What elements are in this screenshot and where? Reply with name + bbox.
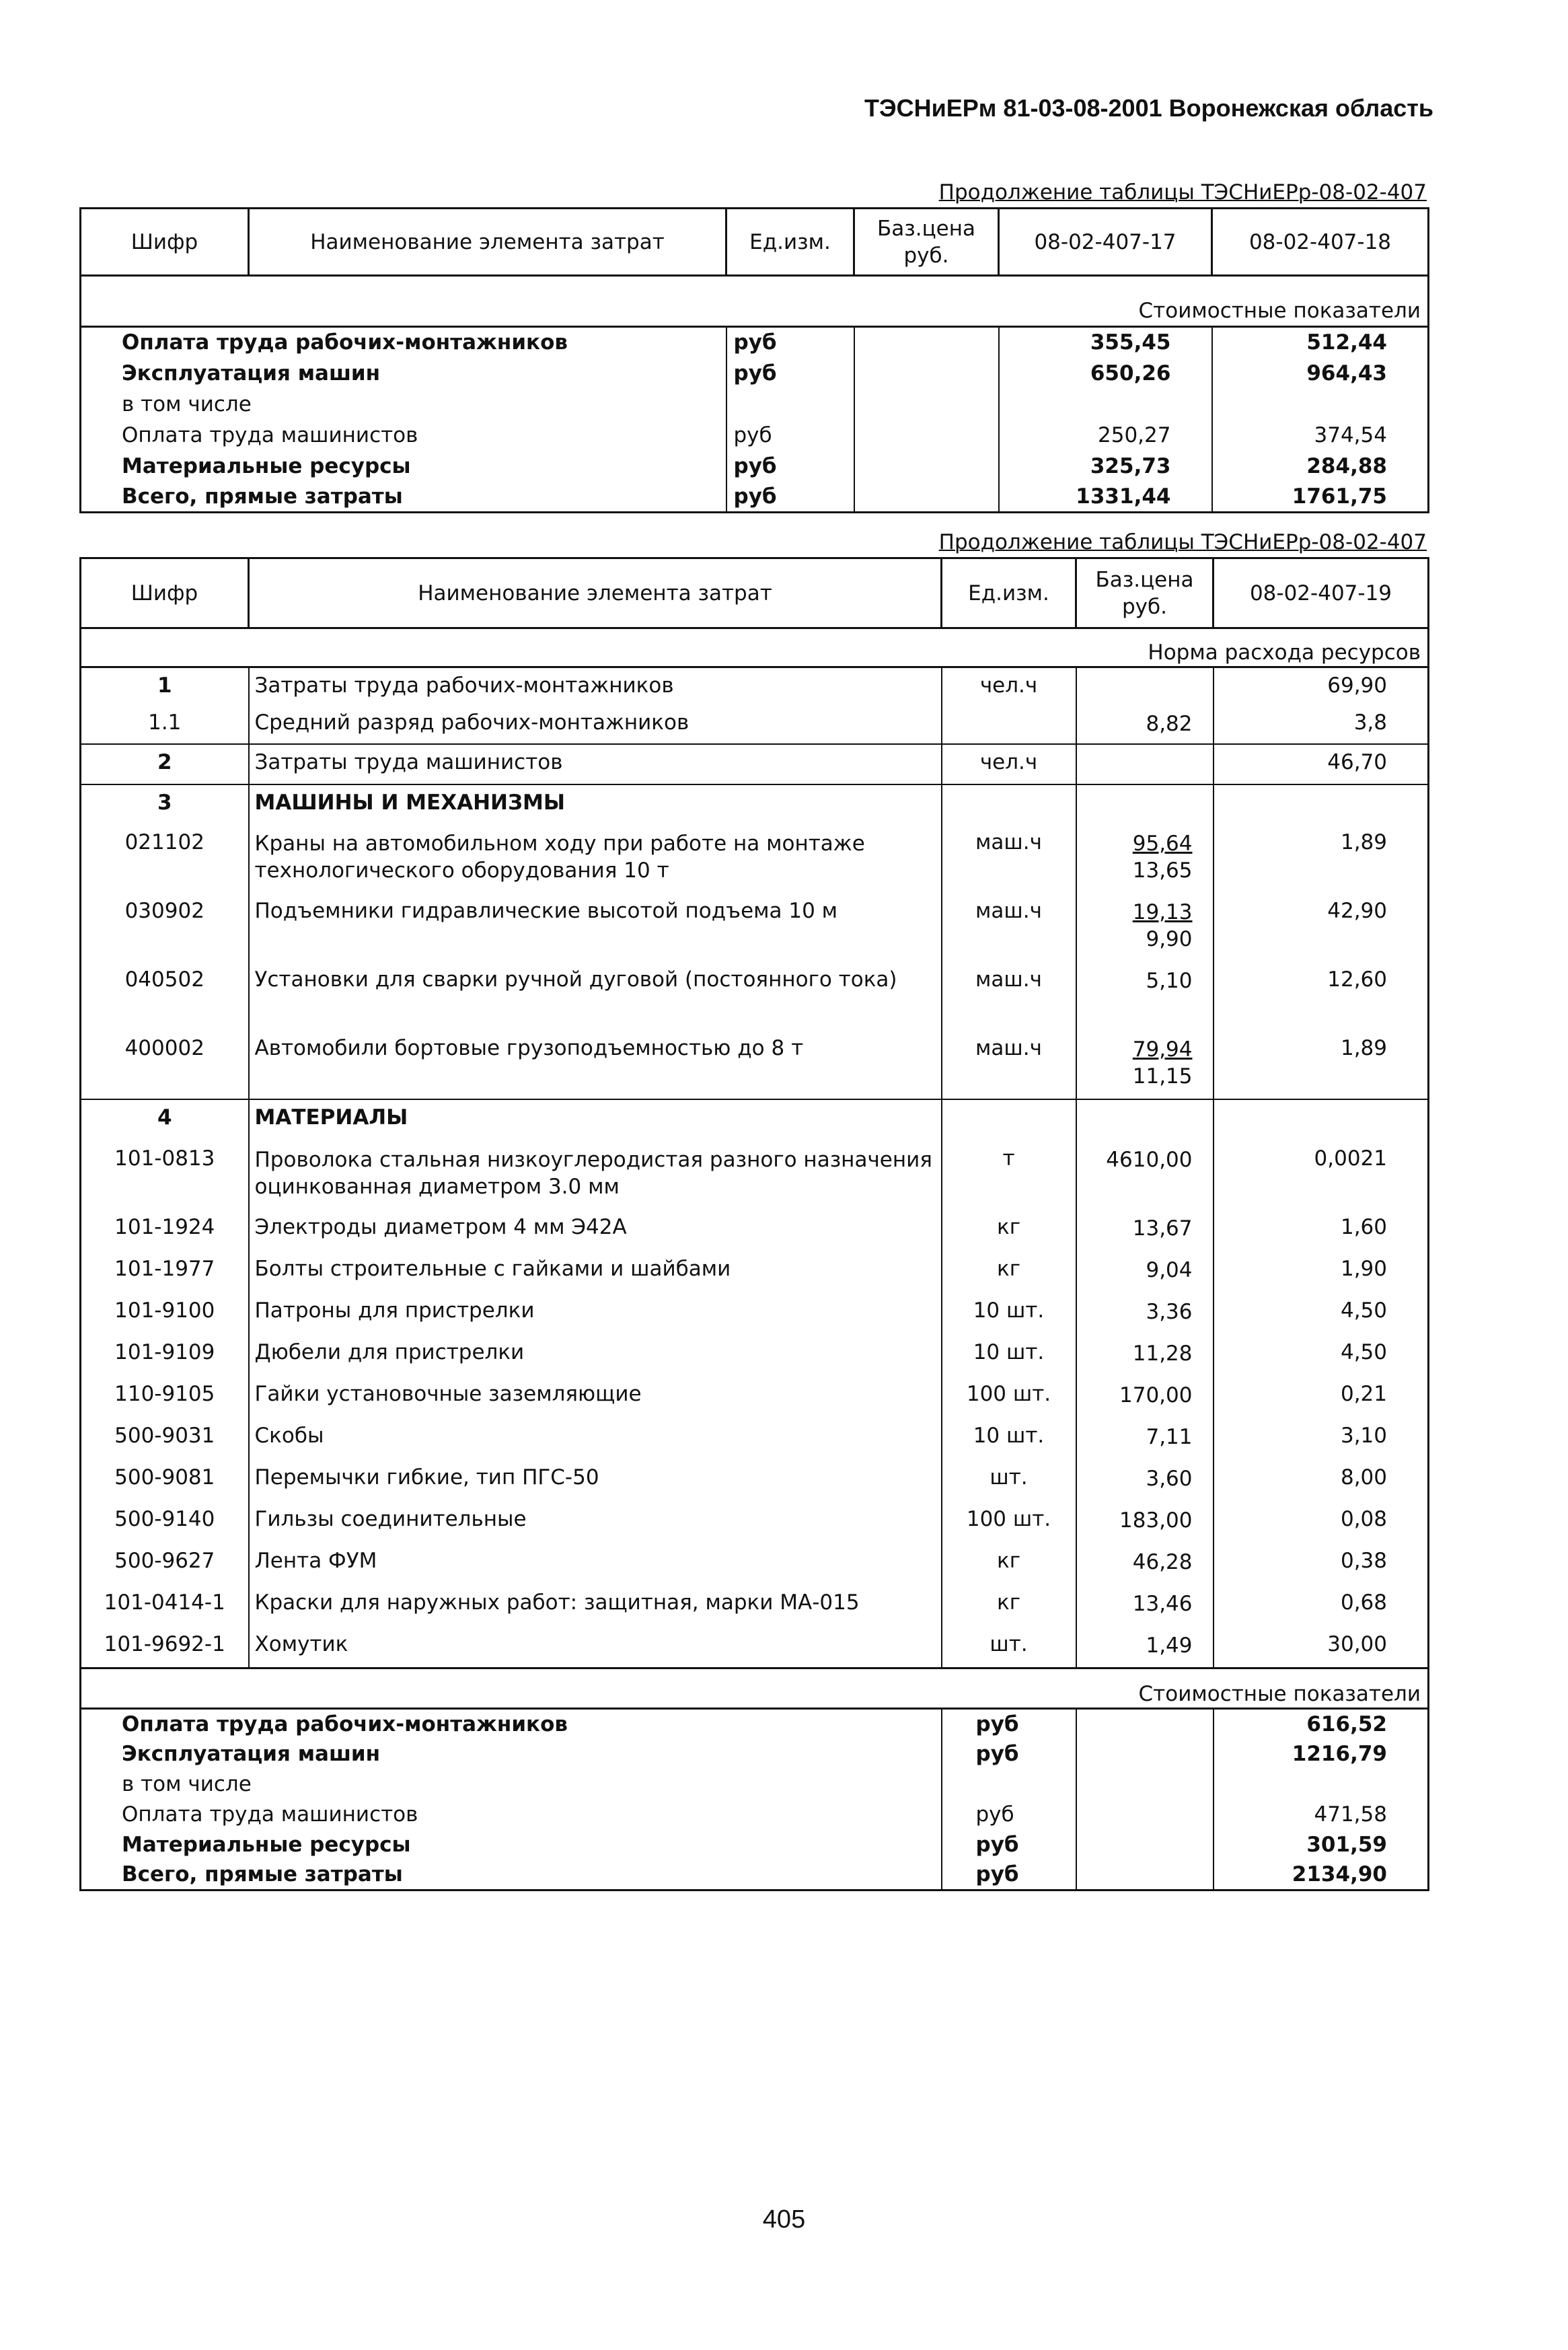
resource-price-value: 9,04 — [1146, 1257, 1193, 1282]
cost-item-unit: руб — [726, 451, 854, 482]
resource-unit: 100 шт. — [942, 1502, 1076, 1543]
resource-name: Средний разряд рабочих-монтажников — [249, 705, 942, 744]
cost-item-unit: руб — [942, 1739, 1076, 1769]
resource-price-secondary: 9,90 — [1146, 926, 1193, 951]
resource-code: 101-9100 — [114, 1298, 215, 1323]
resource-name: Автомобили бортовые грузоподъемностью до 8 т — [249, 1031, 942, 1099]
resource-norm-value: 42,90 — [1214, 893, 1429, 962]
resource-code: 101-9692-1 — [104, 1631, 225, 1656]
resource-price-value: 11,28 — [1132, 1341, 1193, 1366]
resource-price — [1076, 1335, 1214, 1376]
cost-item-name: Оплата труда машинистов — [122, 423, 418, 447]
cost-item-value-18 — [1212, 389, 1429, 420]
resource-norm-value: 1,89 — [1214, 825, 1429, 893]
table-row — [81, 1251, 1429, 1293]
resource-norm-value: 1,60 — [1214, 1210, 1429, 1251]
resource-price-value: 1,49 — [1146, 1633, 1193, 1658]
resource-unit: маш.ч — [942, 893, 1076, 962]
resource-unit: 100 шт. — [942, 1376, 1076, 1418]
resource-norm-value — [1214, 784, 1429, 825]
resource-name: Проволока стальная низкоуглеродистая разного назначения оцинкованная диаметром 3.0 мм — [249, 1141, 942, 1210]
resource-norm-value: 0,0021 — [1214, 1141, 1429, 1210]
table1-row — [81, 327, 1429, 358]
resource-code: 2 — [81, 744, 249, 784]
table-row — [81, 1293, 1429, 1335]
resource-name: Установки для сварки ручной дуговой (постоянного тока) — [249, 962, 942, 1031]
resource-code: 1 — [81, 667, 249, 705]
cost-item-price — [1076, 1800, 1214, 1830]
table-row — [81, 1210, 1429, 1251]
resource-name: МАШИНЫ И МЕХАНИЗМЫ — [249, 784, 942, 825]
cost-item-price — [1076, 1739, 1214, 1769]
resource-price-value: 5,10 — [1146, 968, 1193, 993]
cost-item-price — [854, 482, 999, 513]
resource-norm-value: 69,90 — [1214, 667, 1429, 705]
page-header: ТЭСНиЕРм 81-03-08-2001 Воронежская область — [864, 94, 1433, 122]
resource-code: 101-1924 — [114, 1214, 215, 1239]
table2-resources — [79, 557, 1429, 1891]
cost-item-unit — [726, 389, 854, 420]
cost-item-value-19: 616,52 — [1214, 1709, 1429, 1739]
resource-price-value: 7,11 — [1146, 1424, 1193, 1449]
resource-price-secondary: 13,65 — [1132, 858, 1193, 883]
resource-name: Лента ФУМ — [249, 1543, 942, 1585]
cost-item-unit: руб — [942, 1800, 1076, 1830]
resource-price — [1076, 1099, 1214, 1141]
resource-unit: кг — [942, 1543, 1076, 1585]
resource-price — [1076, 825, 1214, 893]
cost-item-unit: руб — [726, 482, 854, 513]
resource-price — [1076, 1031, 1214, 1099]
cost-item-price — [1076, 1709, 1214, 1739]
resource-price — [1076, 962, 1214, 1031]
table-row — [81, 1335, 1429, 1376]
table1-row — [81, 451, 1429, 482]
resource-name: Перемычки гибкие, тип ПГС-50 — [249, 1460, 942, 1502]
resource-code: 500-9140 — [114, 1506, 215, 1531]
resource-name: Скобы — [249, 1418, 942, 1460]
resource-name: Гайки установочные заземляющие — [249, 1376, 942, 1418]
resource-code: 500-9031 — [114, 1423, 215, 1448]
resource-code: 500-9627 — [114, 1548, 215, 1573]
cost-item-unit: руб — [942, 1860, 1076, 1890]
resource-price-value: 3,60 — [1146, 1466, 1193, 1491]
resource-code: 040502 — [124, 967, 204, 992]
resource-price-value: 46,28 — [1132, 1549, 1193, 1574]
col-header-unit: Ед.изм. — [942, 558, 1076, 628]
resource-norm-value: 3,8 — [1214, 705, 1429, 744]
cost-item-value-19: 2134,90 — [1214, 1860, 1429, 1890]
cost-item-price — [854, 327, 999, 358]
cost-item-value-17: 250,27 — [999, 420, 1212, 451]
resource-norm-value: 1,90 — [1214, 1251, 1429, 1293]
table2-header-row — [81, 558, 1429, 628]
cost-item-price — [854, 420, 999, 451]
cost-item-name: Эксплуатация машин — [122, 361, 381, 385]
table-row — [81, 667, 1429, 705]
table2-continuation: Продолжение таблицы ТЭСНиЕРр-08-02-407 — [938, 530, 1427, 554]
cost-item-unit: руб — [726, 420, 854, 451]
cost-item-value-19 — [1214, 1769, 1429, 1800]
cost-item-unit: руб — [942, 1709, 1076, 1739]
cost-item-name: Материальные ресурсы — [122, 1833, 411, 1857]
table2-section-title: Норма расхода ресурсов — [81, 628, 1429, 667]
resource-name: Подъемники гидравлические высотой подъема 10 м — [249, 893, 942, 962]
cost-item-value-18: 1761,75 — [1212, 482, 1429, 513]
resource-code: 500-9081 — [114, 1465, 215, 1490]
cost-item-name: Всего, прямые затраты — [122, 484, 403, 509]
resource-norm-value: 0,08 — [1214, 1502, 1429, 1543]
cost-item-name: в том числе — [122, 392, 252, 416]
resource-norm-value: 0,38 — [1214, 1543, 1429, 1585]
resource-unit — [942, 784, 1076, 825]
resource-price-value: 13,67 — [1132, 1216, 1193, 1241]
resource-code: 101-0414-1 — [104, 1590, 225, 1615]
resource-unit: чел.ч — [942, 744, 1076, 784]
resource-norm-value: 12,60 — [1214, 962, 1429, 1031]
resource-code: 101-1977 — [114, 1256, 215, 1281]
resource-unit: т — [942, 1141, 1076, 1210]
resource-norm-value: 4,50 — [1214, 1335, 1429, 1376]
cost-item-value-17: 1331,44 — [999, 482, 1212, 513]
resource-norm-value: 3,10 — [1214, 1418, 1429, 1460]
col-header-name: Наименование элемента затрат — [249, 209, 726, 276]
resource-norm-value — [1214, 1099, 1429, 1141]
resource-norm-value: 46,70 — [1214, 744, 1429, 784]
resource-price — [1076, 1585, 1214, 1627]
resource-code: 3 — [81, 784, 249, 825]
table1-cost — [79, 207, 1429, 513]
cost-item-value-18: 964,43 — [1212, 358, 1429, 389]
table-row — [81, 1376, 1429, 1418]
cost-item-unit — [942, 1769, 1076, 1800]
cost-item-value-18: 284,88 — [1212, 451, 1429, 482]
cost-item-price — [854, 389, 999, 420]
resource-code: 101-0813 — [114, 1146, 215, 1171]
resource-unit: 10 шт. — [942, 1293, 1076, 1335]
table-row — [81, 1460, 1429, 1502]
cost-item-price — [1076, 1830, 1214, 1860]
col-header-18: 08-02-407-18 — [1212, 209, 1429, 276]
resource-unit: маш.ч — [942, 962, 1076, 1031]
cost-item-name: Материальные ресурсы — [122, 453, 411, 478]
table2-cost-row — [81, 1860, 1429, 1890]
cost-item-value-18: 374,54 — [1212, 420, 1429, 451]
resource-price — [1076, 1141, 1214, 1210]
table-row — [81, 1585, 1429, 1627]
resource-unit: 10 шт. — [942, 1335, 1076, 1376]
cost-item-unit: руб — [942, 1830, 1076, 1860]
cost-item-value-19: 1216,79 — [1214, 1739, 1429, 1769]
resource-price — [1076, 1418, 1214, 1460]
cost-item-unit: руб — [726, 358, 854, 389]
resource-price-value: 3,36 — [1146, 1299, 1193, 1324]
resource-unit — [942, 1099, 1076, 1141]
table1-row — [81, 358, 1429, 389]
col-header-price: Баз.цена руб. — [1076, 558, 1214, 628]
table2-cost-row — [81, 1739, 1429, 1769]
cost-item-value-19: 301,59 — [1214, 1830, 1429, 1860]
cost-item-value-17: 325,73 — [999, 451, 1212, 482]
resource-unit: шт. — [942, 1627, 1076, 1668]
resource-price — [1076, 1293, 1214, 1335]
table-row — [81, 1141, 1429, 1210]
cost-item-value-17 — [999, 389, 1212, 420]
resource-price — [1076, 744, 1214, 784]
resource-code: 110-9105 — [114, 1381, 215, 1406]
table2-cost-row — [81, 1830, 1429, 1860]
cost-item-name: Эксплуатация машин — [122, 1742, 381, 1766]
resource-norm-value: 1,89 — [1214, 1031, 1429, 1099]
resource-unit: 10 шт. — [942, 1418, 1076, 1460]
resource-unit: кг — [942, 1251, 1076, 1293]
resource-price — [1076, 1627, 1214, 1668]
resource-price-value: 170,00 — [1119, 1383, 1193, 1407]
table-row — [81, 1418, 1429, 1460]
cost-item-name: Оплата труда рабочих-монтажников — [122, 1712, 568, 1736]
resource-code: 4 — [81, 1099, 249, 1141]
resource-name: МАТЕРИАЛЫ — [249, 1099, 942, 1141]
col-header-name: Наименование элемента затрат — [249, 558, 942, 628]
resource-price — [1076, 1210, 1214, 1251]
resource-price — [1076, 1502, 1214, 1543]
table2-cost-row — [81, 1769, 1429, 1800]
resource-norm-value: 0,68 — [1214, 1585, 1429, 1627]
table1-continuation: Продолжение таблицы ТЭСНиЕРр-08-02-407 — [938, 180, 1427, 205]
col-header-code: Шифр — [81, 558, 249, 628]
resource-code: 101-9109 — [114, 1339, 215, 1364]
table-row — [81, 784, 1429, 825]
resource-price — [1076, 893, 1214, 962]
resource-unit: маш.ч — [942, 1031, 1076, 1099]
resource-price-secondary: 11,15 — [1132, 1064, 1193, 1089]
cost-item-name: Оплата труда рабочих-монтажников — [122, 330, 568, 355]
resource-code: 030902 — [124, 898, 204, 923]
resource-unit: чел.ч — [942, 667, 1076, 705]
resource-price-value: 183,00 — [1119, 1508, 1193, 1533]
resource-norm-value: 30,00 — [1214, 1627, 1429, 1668]
resource-norm-value: 8,00 — [1214, 1460, 1429, 1502]
table-row — [81, 825, 1429, 893]
resource-unit: кг — [942, 1210, 1076, 1251]
cost-item-price — [1076, 1860, 1214, 1890]
table1-row — [81, 482, 1429, 513]
resource-code: 1.1 — [148, 710, 182, 735]
resource-unit: маш.ч — [942, 825, 1076, 893]
resource-code: 400002 — [124, 1035, 204, 1060]
resource-price-value: 8,82 — [1146, 711, 1193, 736]
resource-name: Электроды диаметром 4 мм Э42А — [249, 1210, 942, 1251]
table1-section-title: Стоимостные показатели — [81, 276, 1429, 327]
cost-item-price — [1076, 1769, 1214, 1800]
table-row — [81, 1627, 1429, 1668]
resource-price — [1076, 1543, 1214, 1585]
resource-name: Краны на автомобильном ходу при работе на монтаже технологического оборудования 10 т — [249, 825, 942, 893]
table1-row — [81, 420, 1429, 451]
resource-code: 021102 — [124, 830, 204, 854]
resource-price — [1076, 1460, 1214, 1502]
cost-item-value-18: 512,44 — [1212, 327, 1429, 358]
cost-item-name: в том числе — [122, 1772, 252, 1796]
resource-name: Патроны для пристрелки — [249, 1293, 942, 1335]
table-row — [81, 1502, 1429, 1543]
resource-name: Затраты труда машинистов — [249, 744, 942, 784]
col-header-code: Шифр — [81, 209, 249, 276]
resource-unit: шт. — [942, 1460, 1076, 1502]
col-header-unit: Ед.изм. — [726, 209, 854, 276]
table2-cost-title: Стоимостные показатели — [81, 1668, 1429, 1709]
resource-price-value: 13,46 — [1132, 1591, 1193, 1616]
resource-name: Хомутик — [249, 1627, 942, 1668]
resource-unit — [942, 705, 1076, 744]
resource-price-value: 4610,00 — [1106, 1147, 1193, 1172]
table-row — [81, 1031, 1429, 1099]
resource-name: Гильзы соединительные — [249, 1502, 942, 1543]
col-header-price: Баз.цена руб. — [854, 209, 999, 276]
resource-norm-value: 0,21 — [1214, 1376, 1429, 1418]
resource-price — [1076, 705, 1214, 744]
table1-row — [81, 389, 1429, 420]
col-header-19: 08-02-407-19 — [1214, 558, 1429, 628]
resource-name: Краски для наружных работ: защитная, марки МА-015 — [249, 1585, 942, 1627]
table1-header-row — [81, 209, 1429, 276]
resource-name: Дюбели для пристрелки — [249, 1335, 942, 1376]
table-row — [81, 1099, 1429, 1141]
resource-price — [1076, 667, 1214, 705]
resource-norm-value: 4,50 — [1214, 1293, 1429, 1335]
resource-price-value: 95,64 — [1132, 831, 1193, 856]
resource-price — [1076, 1251, 1214, 1293]
cost-item-price — [854, 358, 999, 389]
cost-item-name: Всего, прямые затраты — [122, 1862, 403, 1887]
resource-price — [1076, 1376, 1214, 1418]
cost-item-value-17: 355,45 — [999, 327, 1212, 358]
table-row — [81, 705, 1429, 744]
table-row — [81, 893, 1429, 962]
cost-item-unit: руб — [726, 327, 854, 358]
resource-price-value: 79,94 — [1132, 1037, 1193, 1062]
col-header-17: 08-02-407-17 — [999, 209, 1212, 276]
table-row — [81, 744, 1429, 784]
resource-name: Болты строительные с гайками и шайбами — [249, 1251, 942, 1293]
table2-cost-row — [81, 1800, 1429, 1830]
resource-unit: кг — [942, 1585, 1076, 1627]
cost-item-price — [854, 451, 999, 482]
table-row — [81, 962, 1429, 1031]
cost-item-name: Оплата труда машинистов — [122, 1802, 418, 1827]
table2-cost-row — [81, 1709, 1429, 1739]
cost-item-value-19: 471,58 — [1214, 1800, 1429, 1830]
resource-price-value: 19,13 — [1132, 899, 1193, 924]
resource-name: Затраты труда рабочих-монтажников — [249, 667, 942, 705]
resource-price — [1076, 784, 1214, 825]
cost-item-value-17: 650,26 — [999, 358, 1212, 389]
page-number: 405 — [762, 2205, 806, 2234]
table-row — [81, 1543, 1429, 1585]
